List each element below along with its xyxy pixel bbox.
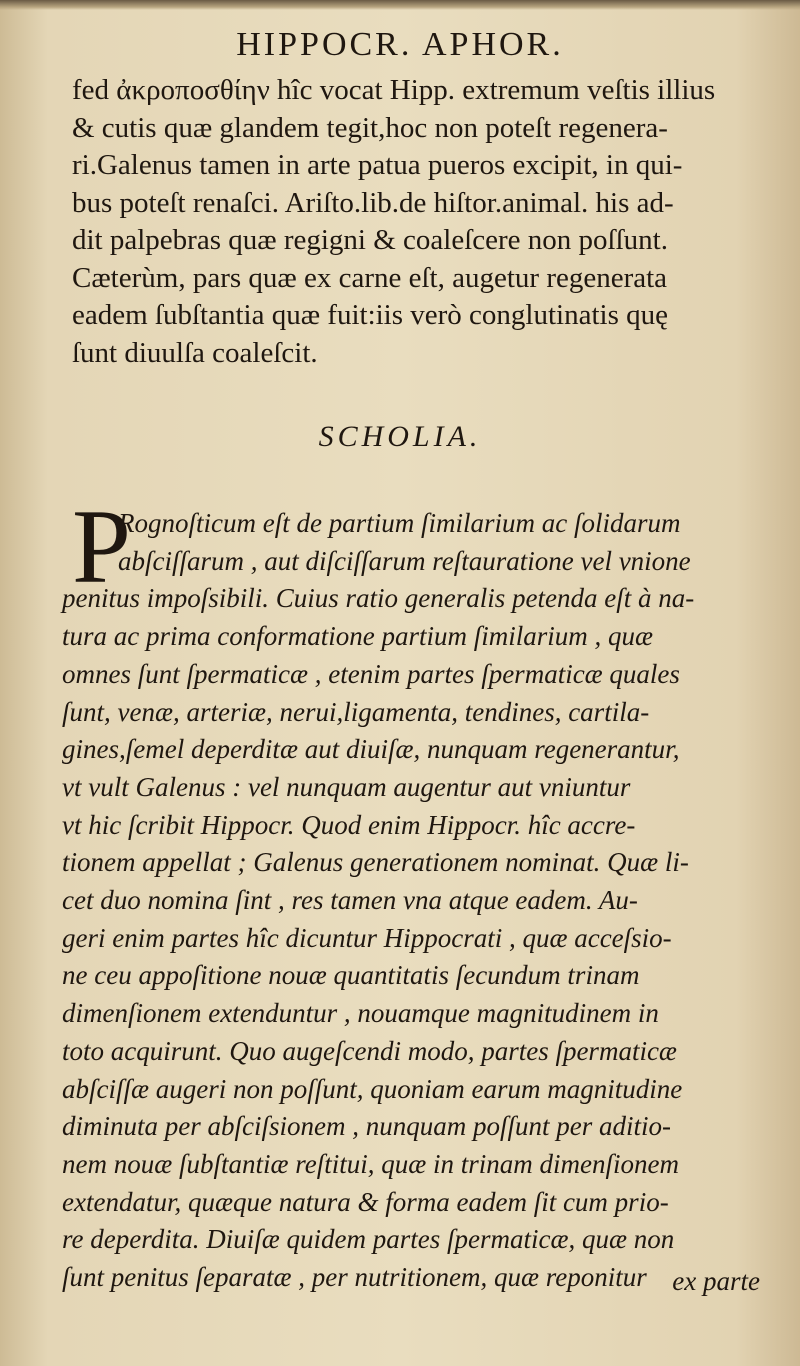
scholia-line: ſunt penitus ſeparatæ , per nutritionem, quæ reponitur — [62, 1262, 647, 1293]
scholia-line: diminuta per abſciſsionem , nunquam poſſunt per aditio- — [62, 1111, 671, 1142]
scholia-line: cet duo nomina ſint , res tamen vna atque eadem. Au- — [62, 885, 638, 916]
aphorism-line: eadem ſubſtantia quæ fuit:iis verò conglutinatis quę — [72, 299, 668, 331]
scholia-line: omnes ſunt ſpermaticæ , etenim partes ſpermaticæ quales — [62, 658, 680, 689]
scholia-line: penitus impoſsibili. Cuius ratio generalis petenda eſt à na- — [62, 583, 695, 614]
scholia-line: ſunt, venæ, arteriæ, nerui,ligamenta, tendines, cartila- — [62, 696, 650, 727]
aphorism-line: ſunt diuulſa coaleſcit. — [72, 336, 318, 369]
aphorism-line: dit palpebras quæ regigni & coaleſcere non poſſunt. — [72, 224, 668, 256]
scholia-line: abſciſſæ augeri non poſſunt, quoniam earum magnitudine — [62, 1073, 683, 1104]
aphorism-line: fed ἀκροποσθίην hîc vocat Hipp. extremum veſtis illius — [72, 74, 716, 106]
scholia-line: Rognoſticum eſt de partium ſimilarium ac ſolidarum — [118, 508, 681, 538]
page-top-edge — [0, 0, 800, 10]
scholia-line: extendatur, quæque natura & forma eadem ſit cum prio- — [62, 1186, 669, 1217]
scholia-line: tionem appellat ; Galenus generationem nominat. Quæ li- — [62, 847, 689, 878]
drop-cap: P — [72, 488, 131, 605]
scholia-line: re deperdita. Diuiſæ quidem partes ſpermaticæ, quæ non — [62, 1224, 675, 1255]
scholia-line: dimenſionem extenduntur , nouamque magnitudinem in — [62, 998, 659, 1029]
aphorism-line: Cæterùm, pars quæ ex carne eſt, augetur regenerata — [72, 261, 668, 294]
scholia-line: nem nouæ ſubſtantiæ reſtitui, quæ in trinam dimenſionem — [62, 1148, 679, 1179]
aphorism-line: ri.Galenus tamen in arte patua pueros excipit, in qui- — [72, 149, 683, 181]
scholia-line: tura ac prima conformatione partium ſimilarium , quæ — [62, 621, 654, 652]
scholia-line: abſciſſarum , aut diſciſſarum reſtauratione vel vnione — [118, 545, 691, 576]
scholia-line: vt vult Galenus : vel nunquam augentur aut vniuntur — [62, 771, 631, 802]
scholia-line: toto acquirunt. Quo augeſcendi modo, partes ſpermaticæ — [62, 1035, 677, 1066]
catchword: ex parte — [672, 1266, 760, 1296]
aphorism-line: bus poteſt renaſci. Ariſto.lib.de hiſtor.animal. his ad- — [72, 186, 674, 219]
aphorism-text — [72, 72, 784, 372]
scholia-line: geri enim partes hîc dicuntur Hippocrati , quæ acceſsio- — [62, 922, 672, 953]
scholia-line: gines,ſemel deperditæ aut diuiſæ, nunquam regenerantur, — [62, 734, 680, 765]
scholia-line: vt hic ſcribit Hippocr. Quod enim Hippocr. hîc accre- — [62, 809, 636, 840]
scholia-text — [62, 488, 786, 1297]
scholia-heading: SCHOLIA. — [318, 420, 482, 453]
aphorism-line: & cutis quæ glandem tegit,hoc non poteſt regenera- — [72, 111, 668, 144]
scholia-line: ne ceu appoſitione nouæ quantitatis ſecundum trinam — [62, 960, 640, 991]
running-head: HIPPOCR. APHOR. — [236, 26, 564, 63]
